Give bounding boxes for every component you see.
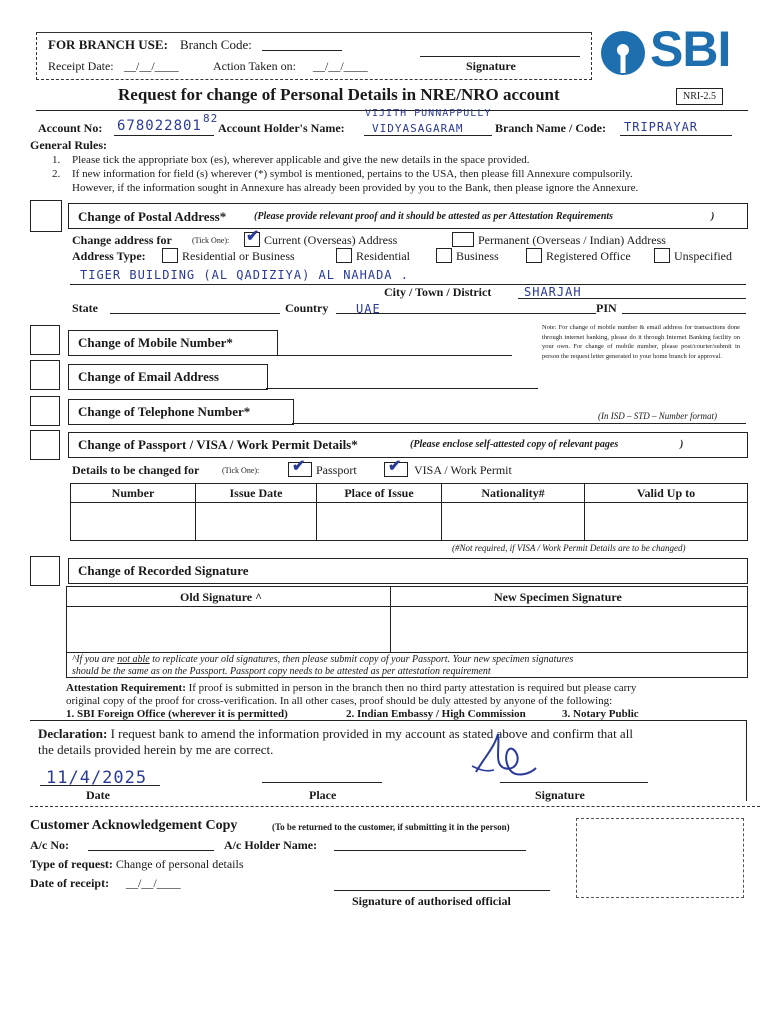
attestation-opt2: 2. Indian Embassy / High Commission: [346, 708, 526, 720]
holder-name-line: [364, 135, 492, 136]
email-heading: Change of Email Address: [78, 369, 219, 384]
visa-option-label: VISA / Work Permit: [414, 463, 512, 477]
account-no-label: Account No:: [38, 121, 103, 135]
form-code: NRI-2.5: [676, 88, 723, 105]
holder-name-line1: VIJITH PUNNAPPULLY: [365, 108, 492, 119]
cell-issue-date[interactable]: [196, 503, 317, 541]
permanent-address-label: Permanent (Overseas / Indian) Address: [478, 233, 666, 247]
type-registered-label: Registered Office: [546, 249, 631, 263]
action-taken-blank: __/__/____: [313, 59, 368, 73]
mobile-heading: Change of Mobile Number*: [78, 335, 233, 350]
col-issue-date: Issue Date: [196, 484, 317, 503]
declaration-date-line: [40, 785, 160, 786]
declaration-place-line: [262, 782, 382, 783]
ack-account-label: A/c No:: [30, 838, 69, 852]
telephone-heading: Change of Telephone Number*: [78, 404, 251, 419]
signature-note-a: ^If you are: [72, 654, 118, 665]
branch-name-label: Branch Name / Code:: [495, 121, 606, 135]
passport-option-label: Passport: [316, 463, 357, 477]
holder-name-label: Account Holder's Name:: [218, 121, 345, 135]
type-business-label: Business: [456, 249, 499, 263]
address-type-label: Address Type:: [72, 249, 146, 263]
rule-2b: However, if the information sought in Annexure has already been provided by you to the Bank, then please ignore the Annexure.: [72, 182, 639, 194]
current-address-label: Current (Overseas) Address: [264, 233, 398, 247]
type-unspecified-checkbox[interactable]: [654, 248, 670, 263]
passport-footnote: (#Not required, if VISA / Work Permit Details are to be changed): [452, 543, 686, 553]
signature-note-underlined: not able: [117, 654, 150, 665]
branch-name-value: TRIPRAYAR: [624, 120, 699, 134]
details-tick-one: (Tick One):: [222, 466, 260, 475]
postal-note-end: ): [711, 211, 715, 222]
country-value: UAE: [356, 302, 381, 316]
declaration-date-value: 11/4/2025: [46, 768, 148, 788]
attestation-line1: [66, 682, 636, 694]
ack-type-line: [30, 857, 244, 872]
type-res-business-checkbox[interactable]: [162, 248, 178, 263]
type-residential-label: Residential: [356, 249, 410, 263]
signature-note-line2: should be the same as on the Passport. Passport copy needs to be attested as per attestation requirement: [72, 666, 491, 677]
branch-signature-line: [420, 56, 580, 57]
account-no-value: 678022801: [117, 118, 202, 134]
ack-stamp-box: [576, 818, 744, 898]
ack-account-line: [88, 850, 214, 851]
ack-holder-label: A/c Holder Name:: [224, 838, 318, 852]
passport-heading: Change of Passport / VISA / Work Permit Details*: [78, 437, 358, 452]
ack-type-value: Change of personal details: [115, 857, 244, 871]
signature-checkbox[interactable]: [30, 556, 60, 586]
ack-auth-sign-label: Signature of authorised official: [352, 894, 511, 908]
account-no-suffix: 82: [203, 112, 219, 125]
declaration-place-label: Place: [309, 788, 337, 802]
account-no-line: [114, 135, 214, 136]
form-title: Request for change of Personal Details in NRE/NRO account: [118, 85, 560, 104]
pin-line: [622, 313, 746, 314]
applicant-signature-icon: [464, 728, 544, 784]
old-signature-label: Old Signature ^: [180, 590, 263, 604]
type-unspecified-label: Unspecified: [674, 249, 732, 263]
signature-table-note-rule: [66, 652, 747, 653]
country-label: Country: [285, 301, 329, 315]
passport-table: [70, 483, 748, 541]
signature-note-line1: [72, 654, 573, 665]
telephone-checkbox[interactable]: [30, 396, 60, 426]
type-residential-checkbox[interactable]: [336, 248, 352, 263]
ack-type-label: Type of request:: [30, 857, 113, 871]
state-label: State: [72, 301, 98, 315]
ack-auth-sign-line: [334, 890, 550, 891]
cell-number[interactable]: [71, 503, 196, 541]
country-line: [336, 313, 596, 314]
rule-1-num: 1.: [52, 154, 61, 166]
attestation-text1: If proof is submitted in person in the branch then no third party attestation is required but please carry: [185, 682, 637, 694]
ack-subtitle: (To be returned to the customer, if submitting it in the person): [272, 822, 510, 832]
change-for-tick-one: (Tick One):: [192, 236, 230, 245]
passport-note-end: ): [680, 439, 684, 450]
holder-name-line2: VIDYASAGARAM: [372, 122, 464, 135]
declaration-signature-line: [500, 782, 648, 783]
branch-name-line: [620, 135, 732, 136]
telephone-input-line: [292, 423, 746, 424]
mobile-checkbox[interactable]: [30, 325, 60, 355]
branch-code-label: Branch Code:: [180, 37, 252, 52]
general-rules-title: General Rules:: [30, 138, 107, 152]
city-value: SHARJAH: [524, 285, 582, 299]
sbi-logo-icon: [598, 28, 648, 78]
col-valid-up-to: Valid Up to: [585, 484, 748, 503]
new-signature-area[interactable]: [392, 608, 744, 650]
declaration-signature-label: Signature: [535, 788, 585, 802]
rule-2a: If new information for field (s) wherever (*) symbol is mentioned, pertains to the USA, then please fill Annexure compulsorily.: [72, 168, 633, 180]
receipt-date-label: Receipt Date:: [48, 59, 114, 73]
declaration-text1: I request bank to amend the information provided in my account as stated above and confirm that all: [107, 726, 633, 741]
old-signature-area[interactable]: [68, 608, 388, 650]
postal-note: (Please provide relevant proof and it should be attested as per Attestation Requirements: [254, 211, 614, 222]
ack-title: Customer Acknowledgement Copy: [30, 818, 238, 833]
type-res-business-label: Residential or Business: [182, 249, 295, 263]
passport-note: (Please enclose self-attested copy of relevant pages: [410, 439, 619, 450]
type-registered-checkbox[interactable]: [526, 248, 542, 263]
change-for-label: Change address for: [72, 233, 172, 247]
ack-receipt-blank: __/__/____: [126, 876, 181, 890]
details-change-label: Details to be changed for: [72, 463, 200, 477]
telephone-format: (In ISD – STD – Number format): [598, 411, 717, 421]
email-input-line: [266, 388, 538, 389]
ack-holder-line: [334, 850, 526, 851]
permanent-address-checkbox[interactable]: [452, 232, 474, 247]
signature-heading: Change of Recorded Signature: [78, 563, 249, 578]
new-signature-label: New Specimen Signature: [494, 590, 622, 604]
branch-code-line: [262, 50, 342, 51]
receipt-date-blank: __/__/____: [124, 59, 179, 73]
declaration-date-label: Date: [86, 788, 110, 802]
signature-table-divider: [390, 586, 391, 652]
city-line: [518, 298, 746, 299]
type-business-checkbox[interactable]: [436, 248, 452, 263]
col-nationality: Nationality#: [442, 484, 585, 503]
signature-table-header-rule: [66, 606, 747, 607]
sbi-logo-text: SBI: [650, 21, 731, 77]
declaration-line2: the details provided herein by me are correct.: [38, 742, 274, 757]
rule-1: Please tick the appropriate box (es), wherever applicable and give the new details in the space provided.: [72, 154, 530, 166]
postal-checkbox[interactable]: [30, 200, 62, 232]
passport-check-icon: ✔: [292, 458, 306, 475]
email-checkbox[interactable]: [30, 360, 60, 390]
col-place-of-issue: Place of Issue: [317, 484, 442, 503]
action-taken-label: Action Taken on:: [213, 59, 296, 73]
address-value: TIGER BUILDING (AL QADIZIYA) AL NAHADA .: [80, 268, 409, 282]
ack-receipt-label: Date of receipt:: [30, 876, 110, 890]
current-address-check-icon: ✔: [246, 228, 260, 245]
state-line: [110, 313, 280, 314]
branch-signature-label: Signature: [466, 59, 516, 73]
cut-line: [30, 806, 760, 807]
postal-heading: Change of Postal Address*: [78, 209, 227, 224]
signature-note-b: to replicate your old signatures, then please submit copy of your Passport. Your new specimen signatures: [149, 654, 574, 665]
visa-check-icon: ✔: [388, 458, 402, 475]
passport-checkbox[interactable]: [30, 430, 60, 460]
attestation-opt3: 3. Notary Public: [562, 708, 639, 720]
cell-place-of-issue[interactable]: [317, 503, 442, 541]
attestation-opt1: 1. SBI Foreign Office (wherever it is permitted): [66, 708, 288, 720]
cell-valid-up-to[interactable]: [585, 503, 748, 541]
attestation-title: Attestation Requirement:: [66, 682, 186, 694]
rule-2-num: 2.: [52, 168, 61, 180]
mobile-note: Note: For change of mobile number & email address for transactions done through internet banking, please do it through Internet Banking facility on your own. For change of mobile number, please post/courier/submit in person the request letter generated to your home branch for approval.: [542, 324, 740, 360]
branch-use-title: FOR BRANCH USE:: [48, 37, 168, 52]
cell-nationality[interactable]: [442, 503, 585, 541]
mobile-input-line: [276, 355, 512, 356]
pin-label: PIN: [596, 301, 617, 315]
attestation-line2: original copy of the proof for cross-verification. In all other cases, proof should be duly attested by anyone of the following:: [66, 695, 613, 707]
col-number: Number: [71, 484, 196, 503]
city-label: City / Town / District: [384, 285, 492, 299]
declaration-title: Declaration:: [38, 726, 108, 741]
